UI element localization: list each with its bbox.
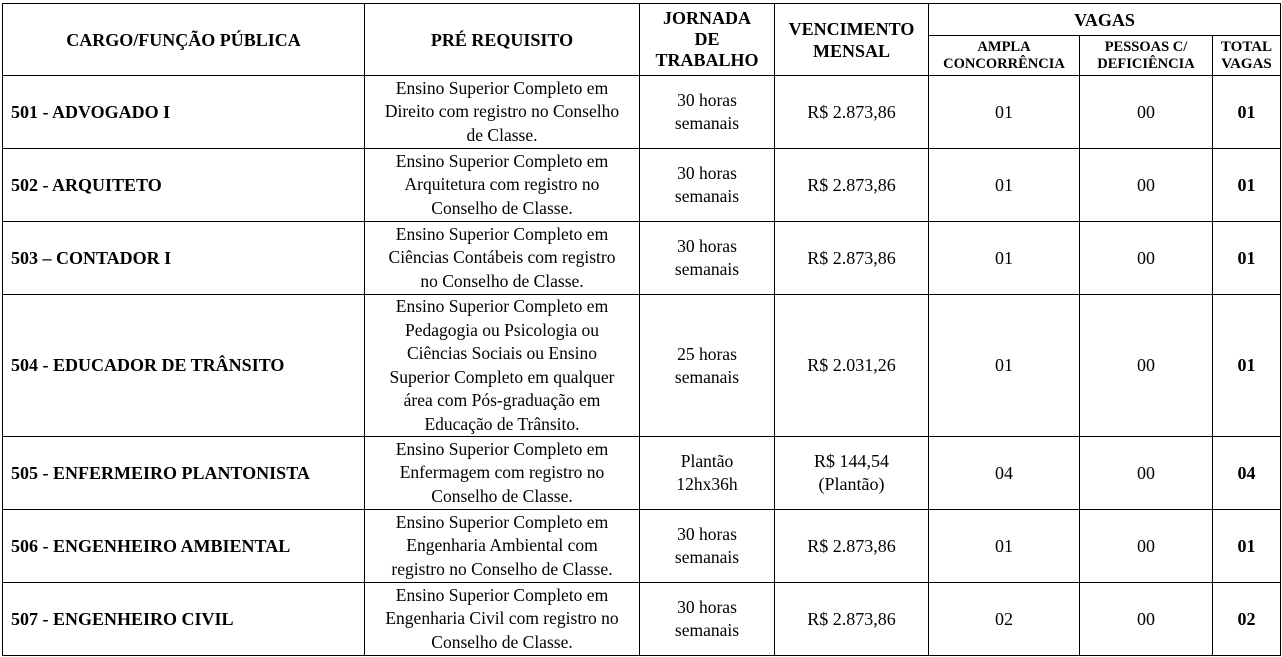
ampla-cell: 02 [929, 583, 1080, 656]
jornada-cell: 30 horas semanais [640, 222, 775, 295]
header-cargo: CARGO/FUNÇÃO PÚBLICA [3, 4, 365, 76]
header-total: TOTAL VAGAS [1213, 36, 1281, 76]
table-row [3, 510, 1281, 583]
vencimento-cell: R$ 2.873,86 [775, 149, 929, 222]
vencimento-cell: R$ 2.873,86 [775, 583, 929, 656]
vacancy-table [2, 3, 1281, 656]
cargo-cell: 501 - ADVOGADO I [3, 76, 365, 149]
header-vencimento: VENCIMENTO MENSAL [775, 4, 929, 76]
requisito-cell: Ensino Superior Completo em Direito com registro no Conselho de Classe. [365, 76, 640, 149]
total-cell: 01 [1213, 295, 1281, 437]
jornada-cell: Plantão 12hx36h [640, 437, 775, 510]
requisito-cell: Ensino Superior Completo em Engenharia Ambiental com registro no Conselho de Classe. [365, 510, 640, 583]
vencimento-cell: R$ 2.031,26 [775, 295, 929, 437]
jornada-cell: 30 horas semanais [640, 149, 775, 222]
total-cell: 01 [1213, 149, 1281, 222]
requisito-cell: Ensino Superior Completo em Enfermagem com registro no Conselho de Classe. [365, 437, 640, 510]
pcd-cell: 00 [1080, 295, 1213, 437]
pcd-cell: 00 [1080, 222, 1213, 295]
table-row [3, 76, 1281, 149]
requisito-cell: Ensino Superior Completo em Arquitetura com registro no Conselho de Classe. [365, 149, 640, 222]
table-row [3, 149, 1281, 222]
vencimento-cell: R$ 144,54 (Plantão) [775, 437, 929, 510]
header-pcd: PESSOAS C/ DEFICIÊNCIA [1080, 36, 1213, 76]
ampla-cell: 01 [929, 510, 1080, 583]
ampla-cell: 01 [929, 295, 1080, 437]
table-row [3, 222, 1281, 295]
table-header [3, 4, 1281, 76]
cargo-cell: 505 - ENFERMEIRO PLANTONISTA [3, 437, 365, 510]
vencimento-cell: R$ 2.873,86 [775, 76, 929, 149]
vencimento-cell: R$ 2.873,86 [775, 222, 929, 295]
pcd-cell: 00 [1080, 76, 1213, 149]
requisito-cell: Ensino Superior Completo em Engenharia Civil com registro no Conselho de Classe. [365, 583, 640, 656]
header-vagas: VAGAS [929, 4, 1281, 36]
cargo-cell: 503 – CONTADOR I [3, 222, 365, 295]
total-cell: 02 [1213, 583, 1281, 656]
ampla-cell: 01 [929, 222, 1080, 295]
cargo-cell: 504 - EDUCADOR DE TRÂNSITO [3, 295, 365, 437]
table-row [3, 295, 1281, 437]
table-row [3, 437, 1281, 510]
total-cell: 01 [1213, 76, 1281, 149]
ampla-cell: 01 [929, 149, 1080, 222]
jornada-cell: 30 horas semanais [640, 583, 775, 656]
jornada-cell: 25 horas semanais [640, 295, 775, 437]
ampla-cell: 04 [929, 437, 1080, 510]
requisito-cell: Ensino Superior Completo em Pedagogia ou Psicologia ou Ciências Sociais ou Ensino Superior Completo em qualquer área com Pós-graduação em Educação de Trânsito. [365, 295, 640, 437]
header-row-top [3, 4, 1281, 36]
total-cell: 01 [1213, 510, 1281, 583]
pcd-cell: 00 [1080, 510, 1213, 583]
pcd-cell: 00 [1080, 583, 1213, 656]
total-cell: 04 [1213, 437, 1281, 510]
header-ampla: AMPLA CONCORRÊNCIA [929, 36, 1080, 76]
requisito-cell: Ensino Superior Completo em Ciências Contábeis com registro no Conselho de Classe. [365, 222, 640, 295]
total-cell: 01 [1213, 222, 1281, 295]
header-jornada: JORNADA DE TRABALHO [640, 4, 775, 76]
jornada-cell: 30 horas semanais [640, 510, 775, 583]
table-row [3, 583, 1281, 656]
pcd-cell: 00 [1080, 149, 1213, 222]
table-body [3, 76, 1281, 656]
pcd-cell: 00 [1080, 437, 1213, 510]
vacancy-table-container [2, 3, 1281, 656]
jornada-cell: 30 horas semanais [640, 76, 775, 149]
vencimento-cell: R$ 2.873,86 [775, 510, 929, 583]
cargo-cell: 502 - ARQUITETO [3, 149, 365, 222]
cargo-cell: 506 - ENGENHEIRO AMBIENTAL [3, 510, 365, 583]
cargo-cell: 507 - ENGENHEIRO CIVIL [3, 583, 365, 656]
ampla-cell: 01 [929, 76, 1080, 149]
header-requisito: PRÉ REQUISITO [365, 4, 640, 76]
